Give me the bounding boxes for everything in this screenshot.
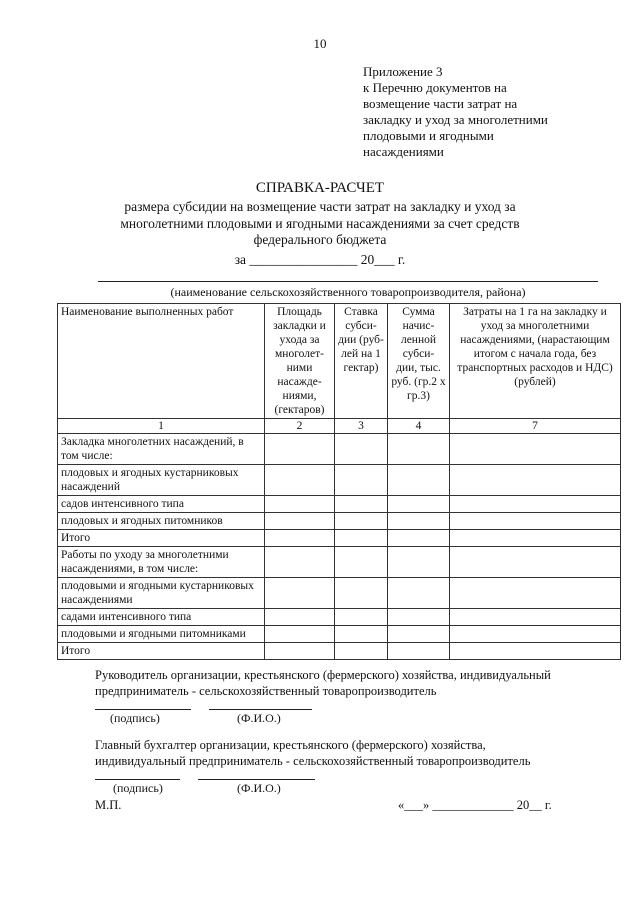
table-cell[interactable] [450, 530, 621, 547]
row-label: плодовыми и ягодными питомниками [58, 626, 265, 643]
table-cell[interactable] [388, 513, 450, 530]
table-row [58, 578, 621, 609]
column-number: 2 [265, 419, 335, 434]
row-label: плодовых и ягодных кустарниковых насаждений [58, 465, 265, 496]
appendix-line: закладку и уход за многолетними [363, 112, 548, 127]
appendix-line: к Перечню документов на [363, 80, 507, 95]
period-line: за ________________ 20___ г. [234, 252, 406, 267]
appendix-line: плодовыми и ягодными [363, 128, 494, 143]
table-cell[interactable] [388, 609, 450, 626]
column-number-row [58, 419, 621, 434]
page-number: 10 [313, 36, 327, 51]
table-cell[interactable] [450, 609, 621, 626]
table-row [58, 513, 621, 530]
accountant-name-line[interactable] [198, 779, 315, 780]
head-signature-line[interactable] [95, 709, 191, 710]
row-label: Итого [58, 643, 265, 660]
table-cell[interactable] [450, 465, 621, 496]
table-cell[interactable] [335, 609, 388, 626]
table-cell[interactable] [265, 465, 335, 496]
table-cell[interactable] [388, 530, 450, 547]
table-cell[interactable] [450, 496, 621, 513]
accountant-signature-label: (подпись) [113, 781, 163, 795]
table-header-row [58, 304, 621, 419]
table-cell[interactable] [335, 643, 388, 660]
table-cell[interactable] [335, 434, 388, 465]
head-name-label: (Ф.И.О.) [237, 711, 281, 725]
table-row [58, 530, 621, 547]
accountant-block [95, 737, 625, 769]
appendix-line: насаждениями [363, 144, 444, 159]
table-cell[interactable] [450, 578, 621, 609]
table-row [58, 465, 621, 496]
head-title-line: Руководитель организации, крестьянского (фермерского) хозяйства, индивидуальный [95, 668, 551, 682]
table-cell[interactable] [265, 643, 335, 660]
appendix-line: Приложение 3 [363, 64, 443, 79]
accountant-signature-line[interactable] [95, 779, 180, 780]
table-cell[interactable] [450, 434, 621, 465]
subsidy-table [57, 303, 621, 660]
col-header-rate: Ставка субси- дии (руб- лей на 1 гектар) [335, 304, 388, 419]
row-label: Работы по уходу за многолетними насаждениями, в том числе: [58, 547, 265, 578]
col-header-sum: Сумма начис- ленной субси- дии, тыс. руб. (гр.2 х гр.3) [388, 304, 450, 419]
row-label: садов интенсивного типа [58, 496, 265, 513]
col-header-works: Наименование выполненных работ [58, 304, 265, 419]
table-row [58, 496, 621, 513]
subtitle-line: размера субсидии на возмещение части затрат на закладку и уход за [124, 199, 516, 214]
table-cell[interactable] [450, 513, 621, 530]
document-title: СПРАВКА-РАСЧЕТ [255, 180, 385, 196]
table-cell[interactable] [265, 530, 335, 547]
accountant-title-line: индивидуальный предприниматель - сельскохозяйственный товаропроизводитель [95, 754, 531, 768]
table-cell[interactable] [388, 547, 450, 578]
accountant-name-label: (Ф.И.О.) [237, 781, 281, 795]
producer-caption: (наименование сельскохозяйственного товаропроизводителя, района) [170, 285, 526, 299]
row-label: Закладка многолетних насаждений, в том числе: [58, 434, 265, 465]
table-cell[interactable] [450, 643, 621, 660]
row-label: Итого [58, 530, 265, 547]
date-line: «___» _____________ 20__ г. [398, 798, 552, 812]
table-row [58, 434, 621, 465]
table-cell[interactable] [388, 626, 450, 643]
column-number: 7 [450, 419, 621, 434]
head-signature-label: (подпись) [110, 711, 160, 725]
column-number: 1 [58, 419, 265, 434]
table-cell[interactable] [265, 626, 335, 643]
row-label: садами интенсивного типа [58, 609, 265, 626]
table-cell[interactable] [450, 547, 621, 578]
table-cell[interactable] [335, 465, 388, 496]
head-title-line: предприниматель - сельскохозяйственный товаропроизводитель [95, 684, 437, 698]
table-cell[interactable] [335, 626, 388, 643]
table-cell[interactable] [335, 513, 388, 530]
row-label: плодовыми и ягодными кустарниковых насаждениями [58, 578, 265, 609]
table-cell[interactable] [388, 643, 450, 660]
table-cell[interactable] [265, 609, 335, 626]
appendix-block [363, 64, 623, 160]
table-cell[interactable] [388, 496, 450, 513]
producer-name-line [98, 281, 598, 282]
table-cell[interactable] [388, 434, 450, 465]
table-cell[interactable] [388, 465, 450, 496]
table-row [58, 547, 621, 578]
subtitle-line: многолетними плодовыми и ягодными насаждениями за счет средств [120, 215, 520, 231]
col-header-area: Площадь закладки и ухода за многолет- ними насажде- ниями, (гектаров) [265, 304, 335, 419]
stamp-label: М.П. [95, 798, 122, 812]
appendix-line: возмещение части затрат на [363, 96, 518, 111]
table-cell[interactable] [335, 547, 388, 578]
head-block [95, 667, 625, 699]
table-cell[interactable] [388, 578, 450, 609]
table-row [58, 609, 621, 626]
subtitle-line: федерального бюджета [253, 232, 387, 247]
column-number: 4 [388, 419, 450, 434]
table-cell[interactable] [265, 578, 335, 609]
table-cell[interactable] [265, 513, 335, 530]
document-subtitle [60, 199, 580, 249]
table-cell[interactable] [265, 547, 335, 578]
head-name-line[interactable] [209, 709, 312, 710]
table-cell[interactable] [335, 578, 388, 609]
table-row [58, 626, 621, 643]
table-row [58, 643, 621, 660]
table-cell[interactable] [265, 496, 335, 513]
table-cell[interactable] [450, 626, 621, 643]
col-header-costs: Затраты на 1 га на закладку и уход за многолетними насаждениями, (нарастающим итогом с начала года, без транспортных расходов и НДС) (рублей) [450, 304, 621, 419]
table-cell[interactable] [335, 530, 388, 547]
row-label: плодовых и ягодных питомников [58, 513, 265, 530]
table-cell[interactable] [265, 434, 335, 465]
column-number: 3 [335, 419, 388, 434]
table-cell[interactable] [335, 496, 388, 513]
accountant-title-line: Главный бухгалтер организации, крестьянского (фермерского) хозяйства, [95, 738, 486, 752]
